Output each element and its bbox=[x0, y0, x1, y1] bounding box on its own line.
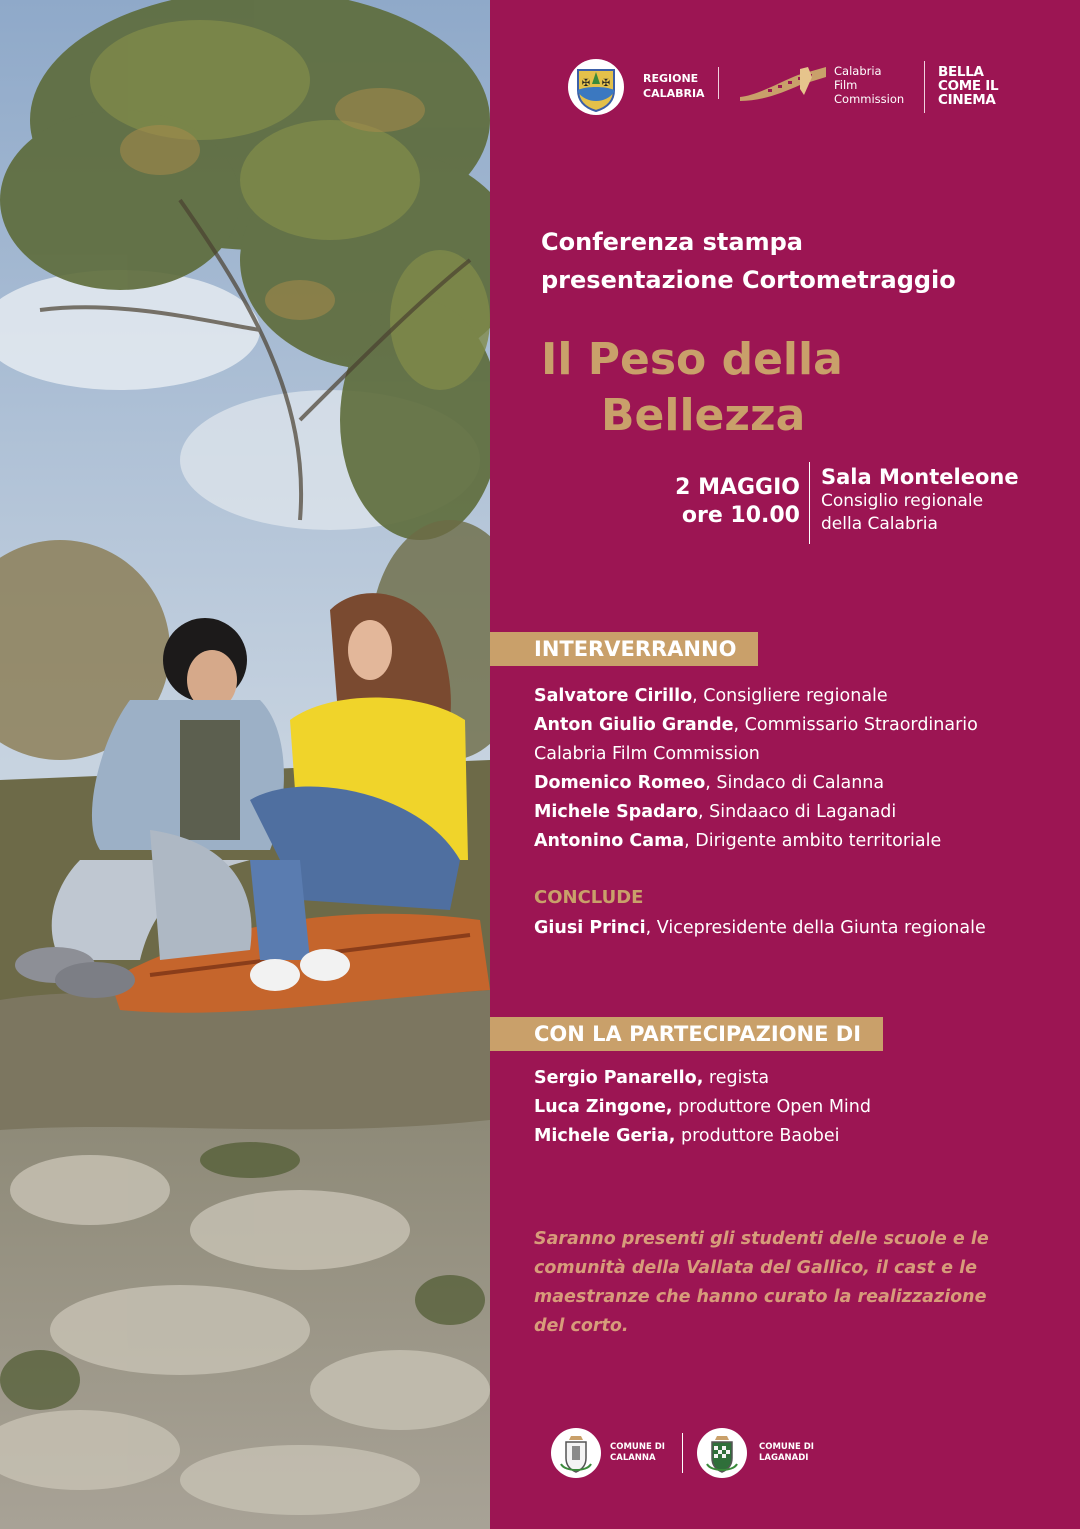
header-divider-2 bbox=[924, 61, 925, 113]
participant-name: Luca Zingone, bbox=[534, 1097, 673, 1117]
regione-line2: CALABRIA bbox=[643, 87, 705, 100]
participants-list bbox=[534, 1064, 1074, 1151]
film-title bbox=[541, 332, 1061, 444]
closing-row bbox=[534, 914, 1074, 943]
speakers-band: INTERVERRANNO bbox=[490, 632, 758, 666]
bella-line3: CINEMA bbox=[938, 92, 996, 108]
participant-row bbox=[534, 1093, 1074, 1122]
closing-name: Giusi Princi bbox=[534, 918, 646, 938]
note-line3: maestranze che hanno curato la realizzazione bbox=[534, 1287, 987, 1307]
poster-photo bbox=[0, 0, 490, 1529]
venue-line2: della Calabria bbox=[821, 514, 938, 534]
svg-text:✠: ✠ bbox=[601, 78, 611, 89]
title-line2: Bellezza bbox=[601, 390, 806, 441]
participant-name: Michele Geria, bbox=[534, 1126, 676, 1146]
speaker-row bbox=[534, 769, 1074, 798]
regione-calabria-coat-of-arms-icon bbox=[568, 58, 624, 116]
bella-line2: COME IL bbox=[938, 78, 999, 94]
closing-role: , Vicepresidente della Giunta regionale bbox=[645, 918, 986, 938]
regione-calabria-label bbox=[643, 71, 705, 101]
event-heading bbox=[541, 223, 1071, 299]
speakers-list bbox=[534, 682, 1074, 856]
speaker-name: Salvatore Cirillo bbox=[534, 686, 693, 706]
cfc-line2: Film bbox=[834, 78, 858, 92]
speaker-role: , Commissario Straordinario bbox=[733, 715, 978, 735]
speaker-row bbox=[534, 711, 1074, 740]
venue-name: Sala Monteleone bbox=[821, 465, 1019, 489]
bella-line1: BELLA bbox=[938, 64, 984, 80]
speaker-role: , Consigliere regionale bbox=[692, 686, 888, 706]
participant-role: regista bbox=[703, 1068, 770, 1088]
participant-name: Sergio Panarello, bbox=[534, 1068, 704, 1088]
participant-row bbox=[534, 1122, 1074, 1151]
event-venue bbox=[821, 464, 1071, 536]
cfc-line1: Calabria bbox=[834, 64, 882, 78]
participant-role: produttore Open Mind bbox=[672, 1097, 871, 1117]
date-venue-divider bbox=[809, 462, 810, 544]
event-datetime bbox=[590, 474, 800, 530]
event-date: 2 MAGGIO bbox=[675, 475, 800, 500]
closing-label: CONCLUDE bbox=[534, 887, 644, 908]
event-time: ore 10.00 bbox=[681, 503, 800, 528]
speaker-row bbox=[534, 827, 1074, 856]
note-line2: comunità della Vallata del Gallico, il cast e le bbox=[534, 1258, 977, 1278]
speaker-role: , Dirigente ambito territoriale bbox=[684, 831, 942, 851]
info-panel bbox=[490, 0, 1080, 1529]
participants-band: CON LA PARTECIPAZIONE DI bbox=[490, 1017, 883, 1051]
heading-line1: Conferenza stampa bbox=[541, 228, 803, 256]
calanna-line2: CALANNA bbox=[610, 1453, 656, 1463]
cfc-line3: Commission bbox=[834, 92, 905, 106]
participant-row bbox=[534, 1064, 1074, 1093]
speaker-name: Domenico Romeo bbox=[534, 773, 706, 793]
calanna-label bbox=[610, 1442, 665, 1464]
speaker-row bbox=[534, 798, 1074, 827]
calanna-coat-of-arms-icon bbox=[551, 1428, 601, 1478]
speaker-row bbox=[534, 740, 1074, 769]
speaker-role: , Sindaaco di Laganadi bbox=[698, 802, 897, 822]
speaker-name: Anton Giulio Grande bbox=[534, 715, 734, 735]
calanna-line1: COMUNE DI bbox=[610, 1442, 665, 1452]
title-line1: Il Peso della bbox=[541, 334, 843, 385]
speaker-role: Calabria Film Commission bbox=[534, 744, 760, 764]
film-strip-icon bbox=[738, 65, 830, 105]
photo-illustration bbox=[0, 0, 490, 1529]
footer-divider bbox=[682, 1433, 683, 1473]
participant-role: produttore Baobei bbox=[675, 1126, 840, 1146]
header-logos bbox=[490, 55, 1080, 125]
footer-logos bbox=[490, 1425, 1080, 1485]
speaker-name: Antonino Cama bbox=[534, 831, 685, 851]
bella-come-il-cinema-logo bbox=[938, 65, 998, 107]
venue-line1: Consiglio regionale bbox=[821, 491, 984, 511]
svg-text:✠: ✠ bbox=[581, 78, 591, 89]
laganadi-line2: LAGANADI bbox=[759, 1453, 809, 1463]
speaker-name: Michele Spadaro bbox=[534, 802, 699, 822]
heading-line2: presentazione Cortometraggio bbox=[541, 266, 956, 294]
regione-line1: REGIONE bbox=[643, 72, 699, 85]
speaker-role: , Sindaco di Calanna bbox=[705, 773, 885, 793]
laganadi-line1: COMUNE DI bbox=[759, 1442, 814, 1452]
laganadi-label bbox=[759, 1442, 814, 1464]
header-divider-1 bbox=[718, 67, 719, 99]
laganadi-coat-of-arms-icon bbox=[697, 1428, 747, 1478]
note-line1: Saranno presenti gli studenti delle scuole e le bbox=[534, 1229, 989, 1249]
closing-note bbox=[534, 1225, 1074, 1341]
note-line4: del corto. bbox=[534, 1316, 629, 1336]
cfc-label bbox=[834, 64, 904, 106]
speaker-row bbox=[534, 682, 1074, 711]
